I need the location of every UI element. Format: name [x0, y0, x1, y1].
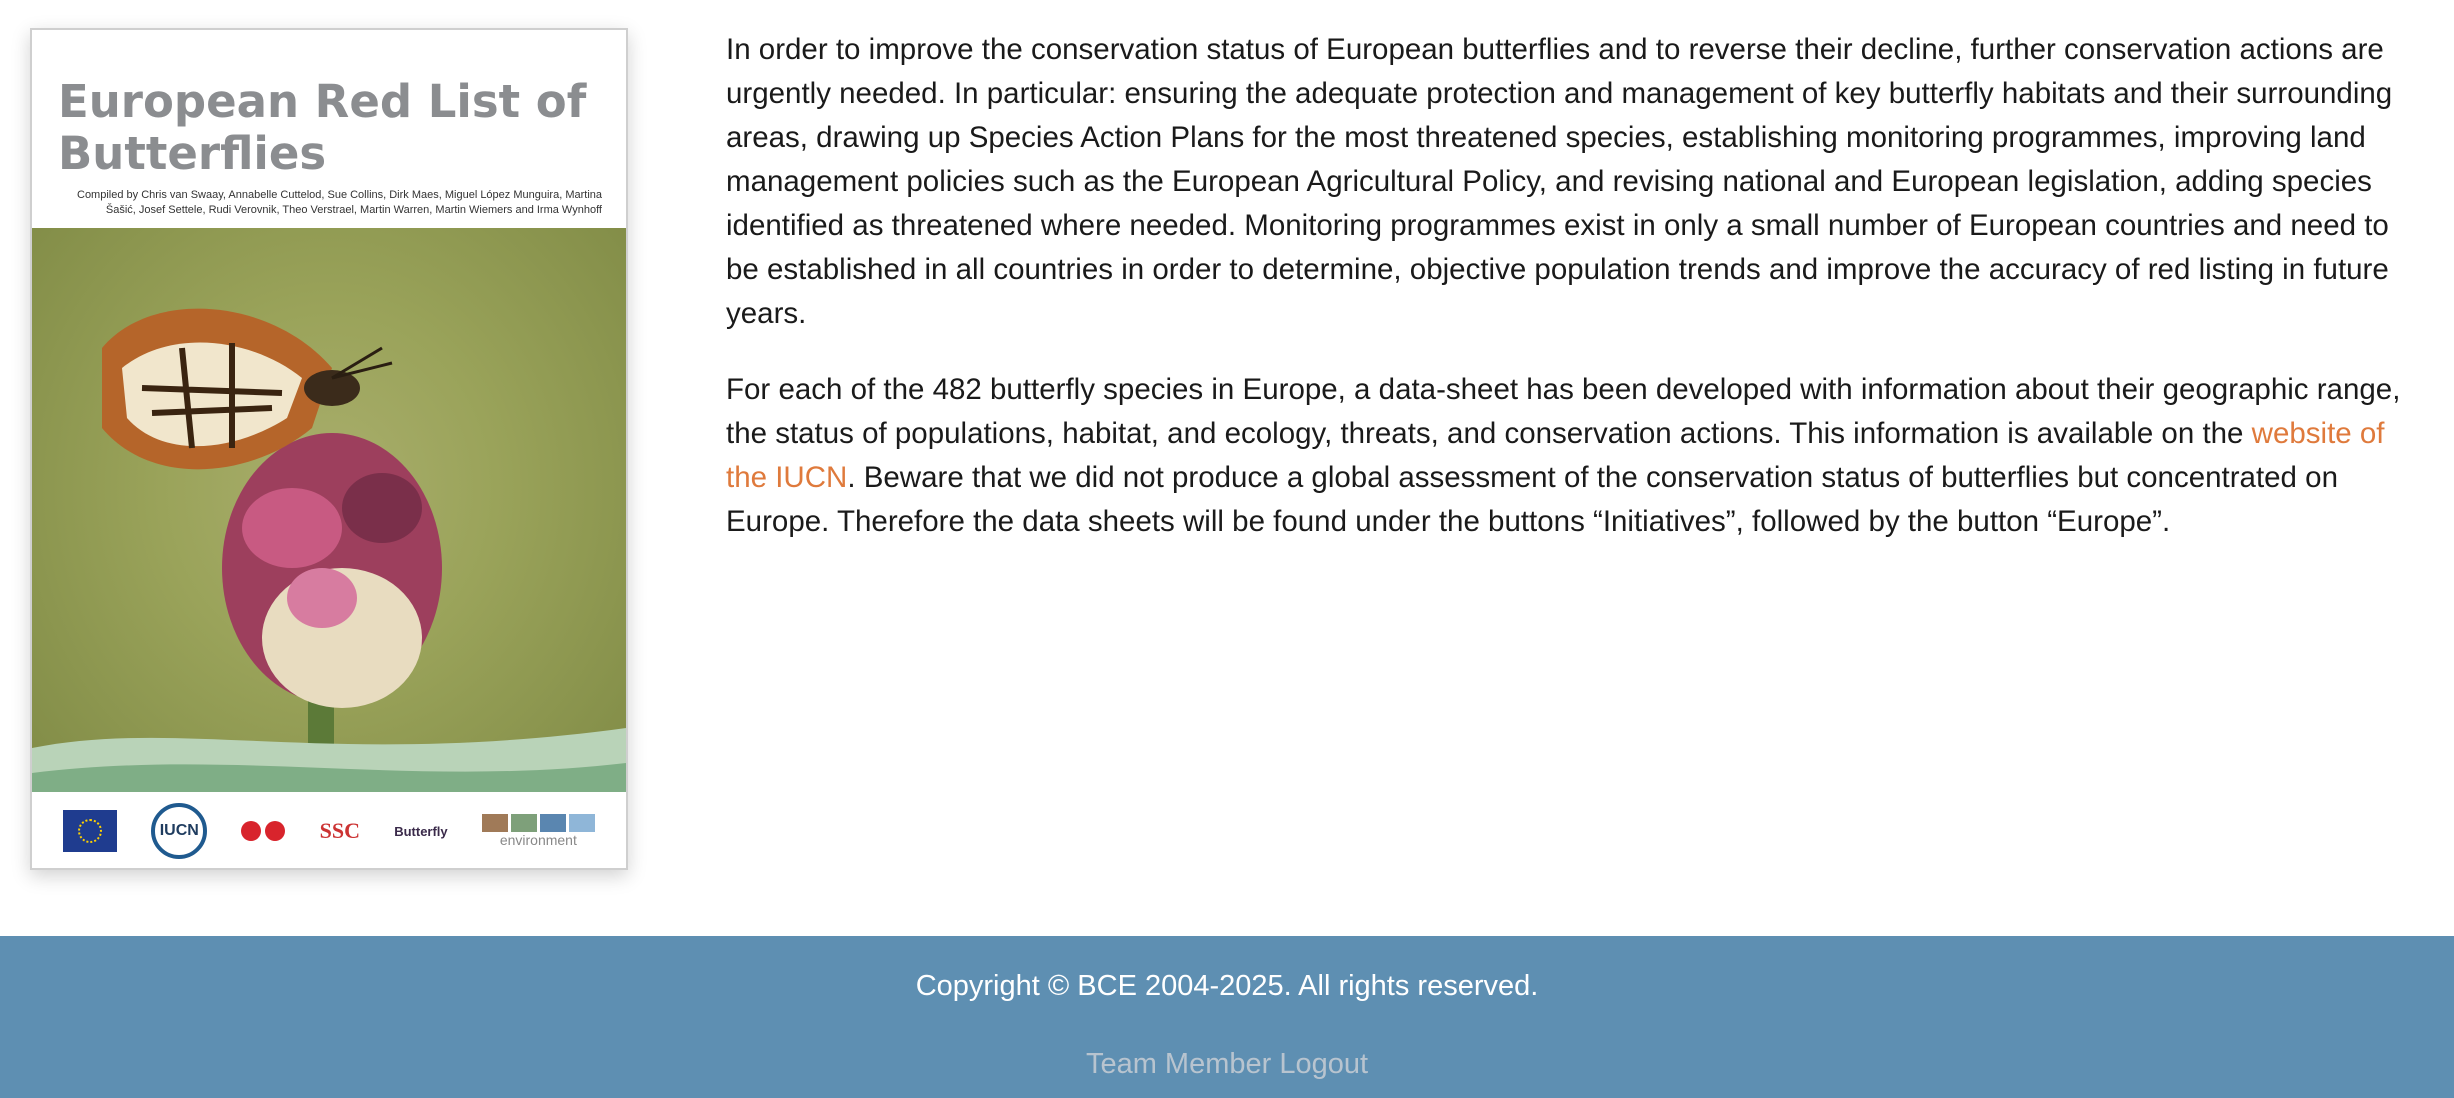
- environment-logo-text: environment: [499, 832, 577, 848]
- butterfly-conservation-logo: Butterfly: [394, 823, 448, 839]
- paragraph-data-sheets-end: . Beware that we did not produce a global assessment of the conservation status of butterflies but concentrated on Europe. Therefore the data sheets will be found under the buttons “Initiatives”, followed by the button “Europe”.: [726, 461, 2338, 538]
- environment-logo: [482, 814, 595, 848]
- footer: [0, 936, 2454, 1098]
- butterfly-illustration: [32, 228, 626, 808]
- cover-credits: Compiled by Chris van Swaay, Annabelle Cuttelod, Sue Collins, Dirk Maes, Miguel López Munguira, Martina Šašić, Josef Settele, Rudi Verovnik, Theo Verstrael, Martin Warren, Martin Wiemers and Irma Wynhoff: [77, 189, 602, 216]
- main-content: [726, 28, 2426, 576]
- paragraph-data-sheets-start: For each of the 482 butterfly species in Europe, a data-sheet has been developed with information about their geographic range, the status of populations, habitat, and ecology, threats, and conservation actions. This information is available on the: [726, 373, 2401, 450]
- paragraph-conservation-actions: In order to improve the conservation status of European butterflies and to reverse their decline, further conservation actions are urgently needed. In particular: ensuring the adequate protection and management of key butterfly habitats and their surrounding areas, drawing up Species Action Plans for the most threatened species, establishing monitoring programmes, improving land management policies such as the European Agricultural Policy, and revising national and European legislation, adding species identified as threatened where needed. Monitoring programmes exist in only a small number of European countries and need to be established in all countries in order to determine, objective population trends and improve the accuracy of red listing in future years.: [726, 33, 2393, 330]
- iucn-website-link[interactable]: website of the IUCN: [726, 417, 2385, 494]
- iucn-logo: IUCN: [151, 803, 207, 859]
- butterfly-photo: [32, 228, 626, 808]
- ssc-logo: SSC: [319, 818, 361, 843]
- paragraph-data-sheets: [726, 368, 2426, 544]
- red-list-logo: [241, 821, 285, 841]
- cover-title: European Red List of Butterflies: [58, 75, 587, 180]
- eu-flag-icon: [63, 810, 117, 852]
- team-member-logout-link[interactable]: Team Member Logout: [1085, 1048, 1369, 1080]
- report-cover-image[interactable]: [30, 28, 628, 870]
- copyright-text: Copyright © BCE 2004-2025. All rights reserved.: [915, 970, 1539, 1002]
- partner-logos: [32, 792, 626, 870]
